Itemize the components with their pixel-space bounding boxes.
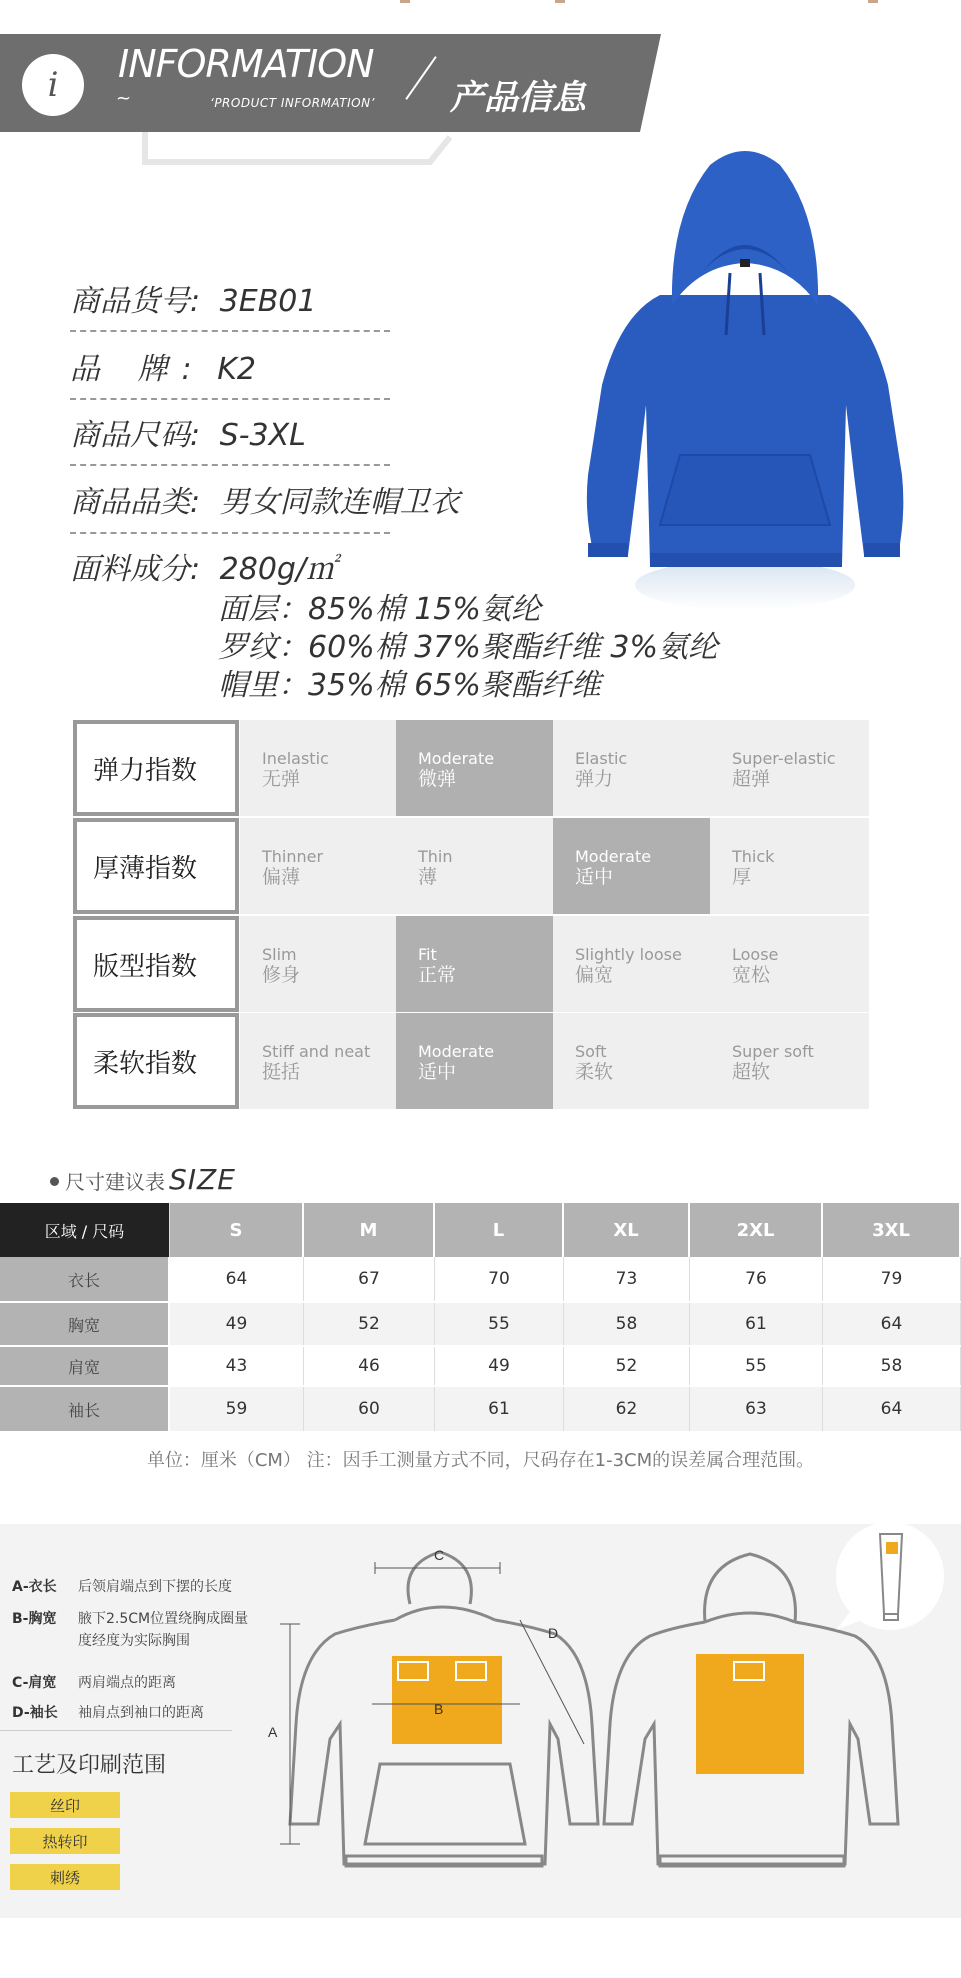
index-option-cn: 弹力 — [575, 768, 614, 790]
index-option — [240, 1013, 399, 1109]
category-value: 男女同款连帽卫衣 — [219, 485, 460, 520]
index-option-cn: 厚 — [732, 866, 752, 888]
banner-title-cn: 产品信息 — [450, 78, 586, 118]
banner-title: INFORMATION — [118, 42, 374, 86]
index-option-cn: 超弹 — [732, 768, 771, 790]
index-option-cn: 适中 — [575, 866, 614, 888]
size-cell: 61 — [435, 1387, 564, 1431]
divider — [70, 464, 390, 466]
size-cell: 76 — [690, 1257, 823, 1301]
size-value: S-3XL — [219, 418, 306, 453]
fabric-line: 帽里：35%棉 65%聚酯纤维 — [218, 668, 601, 703]
measurement-diagram — [0, 1524, 961, 1918]
index-option-en: Loose — [732, 945, 779, 964]
index-option — [710, 818, 869, 914]
size-header-cell: M — [304, 1203, 435, 1257]
size-corner: 区域 / 尺码 — [0, 1203, 170, 1257]
index-option-en: Super-elastic — [732, 749, 836, 768]
fabric-line: 面层：85%棉 15%氨纶 — [218, 592, 541, 627]
index-option — [240, 720, 399, 816]
size-row-label: 衣长 — [0, 1257, 170, 1301]
legend-key: B-胸宽 — [12, 1611, 57, 1627]
index-option — [710, 720, 869, 816]
index-option-en: Moderate — [575, 847, 652, 866]
legend-key: D-袖长 — [12, 1705, 58, 1721]
size-header-cell: S — [170, 1203, 304, 1257]
size-cell: 61 — [690, 1303, 823, 1345]
label-d: D — [548, 1625, 559, 1641]
index-option-en: Thick — [732, 847, 775, 866]
size-header-cell: XL — [564, 1203, 690, 1257]
index-option — [553, 720, 712, 816]
index-option-cn: 偏宽 — [575, 964, 614, 986]
index-option-cn: 挺括 — [262, 1061, 301, 1083]
size-cell: 73 — [564, 1257, 690, 1301]
sleeve-callout — [836, 1524, 944, 1630]
index-label: 版型指数 — [73, 916, 239, 1012]
label-c: C — [434, 1547, 445, 1563]
size-header-cell: 3XL — [823, 1203, 961, 1257]
legend-key: A-衣长 — [12, 1579, 57, 1595]
label-a: A — [268, 1724, 278, 1740]
index-option-en: Stiff and neat — [262, 1042, 371, 1061]
index-option-en: Slightly loose — [575, 945, 682, 964]
size-row — [0, 1257, 961, 1301]
index-option — [396, 818, 555, 914]
size-cell: 62 — [564, 1387, 690, 1431]
index-option-en: Inelastic — [262, 749, 329, 768]
index-option-selected — [396, 916, 555, 1012]
size-cell: 64 — [823, 1303, 961, 1345]
index-option — [710, 916, 869, 1012]
size-row — [0, 1387, 961, 1431]
sku-value: 3EB01 — [219, 284, 317, 319]
size-cell: 59 — [170, 1387, 304, 1431]
index-label: 厚薄指数 — [73, 818, 239, 914]
unit-note: 单位：厘米（CM） 注：因手工测量方式不同，尺码存在1-3CM的误差属合理范围。 — [146, 1450, 815, 1471]
category-label: 商品品类: — [70, 485, 201, 520]
craft-title: 工艺及印刷范围 — [12, 1753, 167, 1778]
index-row — [73, 916, 881, 1012]
size-cell: 79 — [823, 1257, 961, 1301]
size-row — [70, 410, 306, 454]
fabric-row — [70, 544, 336, 588]
index-option-cn: 宽松 — [732, 964, 771, 986]
size-cell: 46 — [304, 1347, 435, 1385]
index-option — [710, 1013, 869, 1109]
index-option-en: Moderate — [418, 1042, 495, 1061]
category-row — [70, 477, 460, 521]
index-option — [553, 916, 712, 1012]
brand-value: K2 — [217, 352, 256, 387]
hoodie-diagram — [0, 1524, 961, 1918]
index-option-en: Moderate — [418, 749, 495, 768]
index-option-selected — [553, 818, 712, 914]
legend-key: C-肩宽 — [12, 1675, 57, 1691]
craft-tag-embroidery: 刺绣 — [10, 1864, 120, 1890]
index-option — [240, 818, 399, 914]
top-decoration — [0, 0, 961, 14]
label-b: B — [434, 1701, 444, 1717]
size-row-label: 肩宽 — [0, 1347, 170, 1385]
index-option-cn: 修身 — [262, 964, 301, 986]
size-header-row — [0, 1203, 961, 1257]
divider — [70, 532, 390, 534]
index-option-cn: 无弹 — [262, 768, 301, 790]
watermark-shape — [140, 132, 460, 172]
size-cell: 64 — [823, 1387, 961, 1431]
size-cell: 52 — [304, 1303, 435, 1345]
size-label: 商品尺码: — [70, 418, 201, 453]
size-cell: 52 — [564, 1347, 690, 1385]
fabric-label: 面料成分: — [70, 552, 201, 587]
bullet-icon — [50, 1177, 59, 1186]
index-option-cn: 偏薄 — [262, 866, 301, 888]
size-row — [0, 1347, 961, 1385]
size-cell: 64 — [170, 1257, 304, 1301]
sku-label: 商品货号: — [70, 284, 201, 319]
divider — [70, 398, 390, 400]
size-cell: 60 — [304, 1387, 435, 1431]
index-row — [73, 818, 881, 914]
index-option-en: Elastic — [575, 749, 628, 768]
size-cell: 55 — [435, 1303, 564, 1345]
index-option-en: Thinner — [262, 847, 324, 866]
index-option-cn: 柔软 — [575, 1061, 614, 1083]
index-option-cn: 超软 — [732, 1061, 771, 1083]
index-option-cn: 薄 — [418, 866, 438, 888]
size-cell: 55 — [690, 1347, 823, 1385]
index-option-cn: 微弹 — [418, 768, 457, 790]
size-cell: 43 — [170, 1347, 304, 1385]
sku-row — [70, 276, 316, 320]
index-option — [553, 1013, 712, 1109]
size-cell: 49 — [170, 1303, 304, 1345]
size-row-label: 胸宽 — [0, 1303, 170, 1345]
size-row — [0, 1303, 961, 1345]
index-row — [73, 1013, 881, 1109]
index-option-en: Thin — [418, 847, 453, 866]
size-cell: 67 — [304, 1257, 435, 1301]
info-icon: i — [22, 54, 84, 116]
banner-subtitle: ‘PRODUCT INFORMATION’ — [210, 96, 375, 110]
index-option-selected — [396, 720, 555, 816]
index-option-en: Slim — [262, 945, 297, 964]
index-option-en: Soft — [575, 1042, 607, 1061]
size-cell: 58 — [564, 1303, 690, 1345]
size-cell: 63 — [690, 1387, 823, 1431]
craft-tag-silkscreen: 丝印 — [10, 1792, 120, 1818]
index-option-en: Fit — [418, 945, 437, 964]
index-option-en: Super soft — [732, 1042, 814, 1061]
size-cell: 49 — [435, 1347, 564, 1385]
size-header-cell: 2XL — [690, 1203, 823, 1257]
index-label: 弹力指数 — [73, 720, 239, 816]
index-option-selected — [396, 1013, 555, 1109]
size-cell: 70 — [435, 1257, 564, 1301]
size-cell: 58 — [823, 1347, 961, 1385]
brand-row — [70, 344, 256, 388]
legend-value: 两肩端点的距离 — [78, 1675, 176, 1691]
back-print-area — [696, 1654, 804, 1774]
banner-tilde: ~ — [116, 88, 132, 109]
size-row-label: 袖长 — [0, 1387, 170, 1431]
index-option-cn: 正常 — [418, 964, 457, 986]
legend-value: 袖肩点到袖口的距离 — [78, 1705, 204, 1721]
index-row — [73, 720, 881, 816]
legend-value: 腋下2.5CM位置绕胸成圈量度经度为实际胸围 — [78, 1611, 249, 1649]
brand-label: 品 牌: — [70, 352, 206, 387]
fabric-weight: 280g/㎡ — [219, 552, 337, 587]
size-heading-cn: 尺寸建议表 — [65, 1170, 165, 1194]
craft-tag-heat-transfer: 热转印 — [10, 1828, 120, 1854]
index-option-cn: 适中 — [418, 1061, 457, 1083]
hoodie-image — [580, 145, 910, 615]
index-label: 柔软指数 — [73, 1013, 239, 1109]
index-option — [240, 916, 399, 1012]
size-heading — [50, 1163, 236, 1196]
divider — [70, 330, 390, 332]
legend-value: 后领肩端点到下摆的长度 — [78, 1579, 232, 1595]
size-header-cell: L — [435, 1203, 564, 1257]
fabric-line: 罗纹：60%棉 37%聚酯纤维 3%氨纶 — [218, 630, 719, 665]
size-heading-en: SIZE — [169, 1163, 236, 1196]
